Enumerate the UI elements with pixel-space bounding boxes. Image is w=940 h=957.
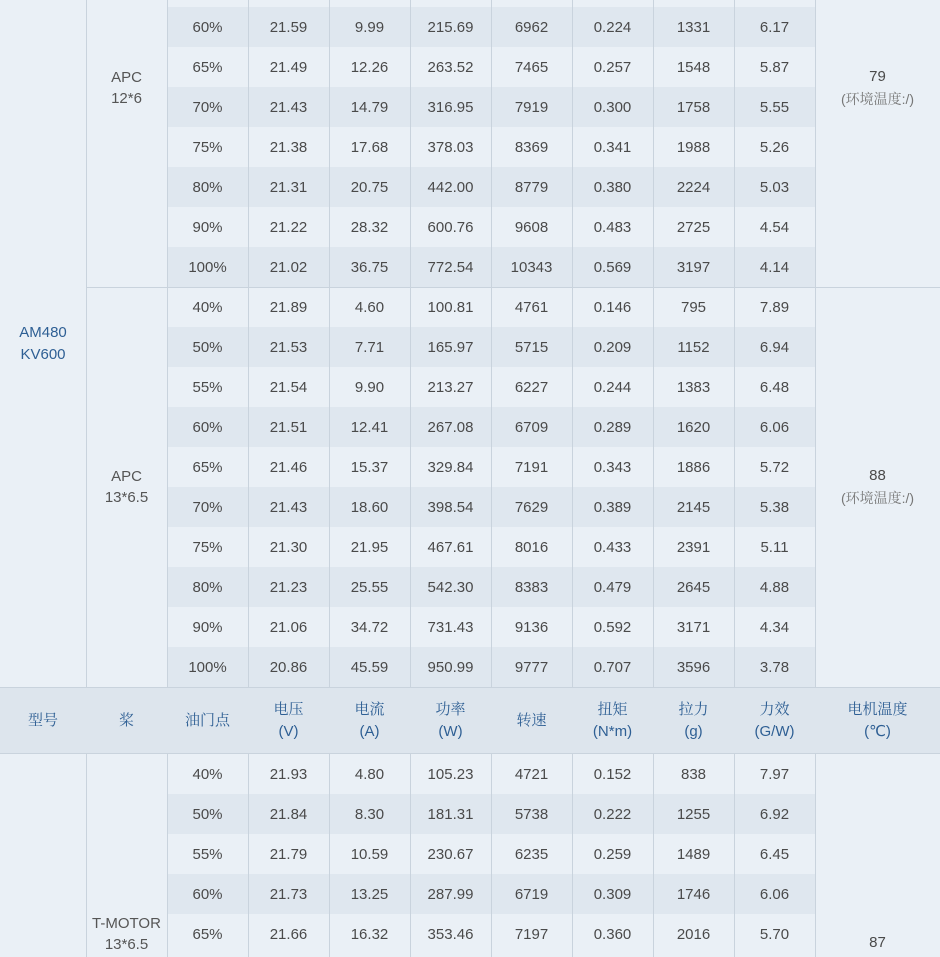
current-cell: 45.59 — [350, 658, 389, 676]
thrust-cell: 2391 — [676, 538, 711, 556]
thrust-cell: 1746 — [676, 885, 711, 903]
thrust-cell: 1255 — [676, 805, 711, 823]
efficiency-cell: 4.14 — [759, 258, 790, 276]
grid-line — [734, 0, 735, 687]
throttle-cell: 65% — [192, 58, 223, 76]
header-power-unit: (W) — [438, 722, 463, 740]
speed-cell: 4721 — [514, 765, 549, 783]
current-cell: 21.95 — [350, 538, 389, 556]
grid-line — [86, 287, 940, 288]
power-cell: 353.46 — [427, 925, 474, 943]
header-voltage-label: 电压 — [273, 700, 304, 718]
power-cell: 467.61 — [427, 538, 474, 556]
header-throttle-label: 油门点 — [184, 711, 230, 729]
efficiency-cell: 6.06 — [759, 885, 790, 903]
speed-cell: 4761 — [514, 298, 549, 316]
prop-cell-apc-13x6.5 — [86, 287, 167, 687]
header-model-label: 型号 — [27, 711, 58, 729]
torque-cell: 0.244 — [593, 378, 632, 396]
current-cell: 36.75 — [350, 258, 389, 276]
efficiency-cell: 4.54 — [759, 218, 790, 236]
thrust-cell: 2016 — [676, 925, 711, 943]
prop-size: 13*6.5 — [104, 936, 149, 953]
current-cell: 28.32 — [350, 218, 389, 236]
current-cell: 7.71 — [354, 338, 385, 356]
power-cell: 950.99 — [427, 658, 474, 676]
torque-cell: 0.483 — [593, 218, 632, 236]
voltage-cell: 21.51 — [269, 418, 308, 436]
grid-line — [248, 0, 249, 687]
power-cell: 215.69 — [427, 18, 474, 36]
current-cell: 20.75 — [350, 178, 389, 196]
efficiency-cell: 6.06 — [759, 418, 790, 436]
voltage-cell: 21.89 — [269, 298, 308, 316]
current-cell: 4.80 — [354, 765, 385, 783]
speed-cell: 10343 — [510, 258, 553, 276]
throttle-cell: 50% — [192, 338, 223, 356]
current-cell: 12.41 — [350, 418, 389, 436]
throttle-cell: 65% — [192, 458, 223, 476]
throttle-cell: 50% — [192, 805, 223, 823]
throttle-cell: 75% — [192, 138, 223, 156]
grid-line — [491, 0, 492, 687]
grid-line — [248, 754, 249, 957]
efficiency-cell: 6.17 — [759, 18, 790, 36]
grid-line — [86, 754, 87, 957]
throttle-cell: 80% — [192, 178, 223, 196]
power-cell: 772.54 — [427, 258, 474, 276]
voltage-cell: 20.86 — [269, 658, 308, 676]
voltage-cell: 21.53 — [269, 338, 308, 356]
current-cell: 8.30 — [354, 805, 385, 823]
thrust-cell: 795 — [680, 298, 707, 316]
voltage-cell: 21.54 — [269, 378, 308, 396]
voltage-cell: 21.31 — [269, 178, 308, 196]
power-cell: 105.23 — [427, 765, 474, 783]
motor-temp-value: 87 — [869, 934, 886, 951]
voltage-cell: 21.38 — [269, 138, 308, 156]
power-cell: 287.99 — [427, 885, 474, 903]
voltage-cell: 21.59 — [269, 18, 308, 36]
speed-cell: 7465 — [514, 58, 549, 76]
prop-brand: APC — [111, 468, 142, 485]
voltage-cell: 21.73 — [269, 885, 308, 903]
efficiency-cell: 5.55 — [759, 98, 790, 116]
header-motor-temp-unit: (℃) — [864, 722, 891, 740]
thrust-cell: 2224 — [676, 178, 711, 196]
table-header-row — [0, 687, 940, 754]
power-cell: 263.52 — [427, 58, 474, 76]
thrust-cell: 1383 — [676, 378, 711, 396]
header-motor-temp — [815, 688, 940, 753]
ambient-temp-note: (环境温度:/) — [840, 90, 915, 107]
thrust-cell: 1886 — [676, 458, 711, 476]
model-kv: KV600 — [20, 345, 66, 363]
thrust-cell: 1548 — [676, 58, 711, 76]
torque-cell: 0.309 — [593, 885, 632, 903]
header-efficiency — [734, 688, 815, 753]
thrust-cell: 1988 — [676, 138, 711, 156]
torque-cell: 0.146 — [593, 298, 632, 316]
header-torque-label: 扭矩 — [597, 700, 628, 718]
torque-cell: 0.389 — [593, 498, 632, 516]
speed-cell: 9608 — [514, 218, 549, 236]
header-speed — [491, 688, 572, 753]
voltage-cell: 21.43 — [269, 498, 308, 516]
voltage-cell: 21.93 — [269, 765, 308, 783]
grid-line — [572, 0, 573, 687]
grid-line — [167, 754, 168, 957]
header-torque-unit: (N*m) — [592, 722, 633, 740]
header-current-label: 电流 — [354, 700, 385, 718]
thrust-cell: 1620 — [676, 418, 711, 436]
efficiency-cell: 5.87 — [759, 58, 790, 76]
prop-brand: T-MOTOR — [92, 915, 161, 932]
grid-line — [329, 0, 330, 687]
power-cell: 600.76 — [427, 218, 474, 236]
prop-size: 12*6 — [111, 89, 142, 107]
thrust-cell: 3171 — [676, 618, 711, 636]
torque-cell: 0.380 — [593, 178, 632, 196]
torque-cell: 0.222 — [593, 805, 632, 823]
grid-line — [734, 754, 735, 957]
speed-cell: 7629 — [514, 498, 549, 516]
thrust-cell: 1331 — [676, 18, 711, 36]
power-cell: 165.97 — [427, 338, 474, 356]
power-cell: 181.31 — [427, 805, 474, 823]
header-efficiency-label: 力效 — [759, 700, 790, 718]
voltage-cell: 21.49 — [269, 58, 308, 76]
header-prop — [86, 688, 167, 753]
prop-cell-apc-12x6 — [86, 0, 167, 175]
torque-cell: 0.289 — [593, 418, 632, 436]
torque-cell: 0.707 — [593, 658, 632, 676]
speed-cell: 7197 — [514, 925, 549, 943]
torque-cell: 0.433 — [593, 538, 632, 556]
torque-cell: 0.592 — [593, 618, 632, 636]
efficiency-cell: 7.89 — [759, 298, 790, 316]
motor-temp-value: 88 — [869, 467, 886, 484]
header-current — [329, 688, 410, 753]
efficiency-cell: 6.48 — [759, 378, 790, 396]
current-cell: 25.55 — [350, 578, 389, 596]
efficiency-cell: 5.11 — [760, 538, 789, 556]
torque-cell: 0.152 — [593, 765, 632, 783]
thrust-cell: 2725 — [676, 218, 711, 236]
throttle-cell: 70% — [192, 498, 223, 516]
speed-cell: 8779 — [514, 178, 549, 196]
power-cell: 378.03 — [427, 138, 474, 156]
throttle-cell: 60% — [192, 418, 223, 436]
header-torque — [572, 688, 653, 753]
prop-size: 13*6.5 — [104, 489, 149, 506]
voltage-cell: 21.06 — [269, 618, 308, 636]
current-cell: 12.26 — [350, 58, 389, 76]
current-cell: 9.90 — [354, 378, 385, 396]
thrust-cell: 3197 — [676, 258, 711, 276]
voltage-cell: 21.79 — [269, 845, 308, 863]
thrust-cell: 3596 — [676, 658, 711, 676]
current-cell: 15.37 — [350, 458, 389, 476]
thrust-cell: 1758 — [676, 98, 711, 116]
throttle-cell: 60% — [192, 18, 223, 36]
thrust-cell: 1489 — [676, 845, 711, 863]
current-cell: 18.60 — [350, 498, 389, 516]
header-efficiency-unit: (G/W) — [754, 722, 795, 740]
power-cell: 267.08 — [427, 418, 474, 436]
grid-line — [491, 754, 492, 957]
header-voltage-unit: (V) — [278, 722, 299, 740]
efficiency-cell: 6.94 — [759, 338, 790, 356]
model-name: AM480 — [19, 323, 67, 341]
torque-cell: 0.360 — [593, 925, 632, 943]
power-cell: 100.81 — [427, 298, 474, 316]
speed-cell: 8016 — [514, 538, 549, 556]
throttle-cell: 55% — [192, 378, 223, 396]
grid-line — [653, 0, 654, 687]
header-power — [410, 688, 491, 753]
thrust-cell: 1152 — [677, 338, 710, 356]
power-cell: 329.84 — [427, 458, 474, 476]
header-voltage — [248, 688, 329, 753]
current-cell: 17.68 — [350, 138, 389, 156]
power-cell: 213.27 — [427, 378, 474, 396]
voltage-cell: 21.30 — [269, 538, 308, 556]
efficiency-cell: 5.03 — [759, 178, 790, 196]
efficiency-cell: 3.78 — [759, 658, 790, 676]
throttle-cell: 70% — [192, 98, 223, 116]
power-cell: 316.95 — [427, 98, 474, 116]
grid-line — [572, 754, 573, 957]
voltage-cell: 21.23 — [269, 578, 308, 596]
thrust-cell: 2645 — [676, 578, 711, 596]
throttle-cell: 55% — [192, 845, 223, 863]
header-model — [0, 688, 86, 753]
motor-temp-value: 79 — [869, 67, 886, 85]
torque-cell: 0.257 — [593, 58, 632, 76]
header-throttle — [167, 688, 248, 753]
speed-cell: 8383 — [514, 578, 549, 596]
voltage-cell: 21.46 — [269, 458, 308, 476]
throttle-cell: 100% — [188, 258, 227, 276]
header-speed-label: 转速 — [516, 711, 547, 729]
torque-cell: 0.341 — [593, 138, 632, 156]
power-cell: 731.43 — [427, 618, 474, 636]
speed-cell: 5738 — [514, 805, 549, 823]
power-cell: 542.30 — [427, 578, 474, 596]
grid-line — [86, 0, 87, 687]
motor-temp-cell-3 — [815, 754, 940, 957]
current-cell: 14.79 — [350, 98, 389, 116]
voltage-cell: 21.66 — [269, 925, 308, 943]
throttle-cell: 100% — [188, 658, 227, 676]
efficiency-cell: 6.45 — [759, 845, 790, 863]
current-cell: 16.32 — [350, 925, 389, 943]
throttle-cell: 90% — [192, 218, 223, 236]
power-cell: 398.54 — [427, 498, 474, 516]
throttle-cell: 40% — [192, 765, 223, 783]
grid-line — [410, 754, 411, 957]
grid-line — [329, 754, 330, 957]
torque-cell: 0.209 — [593, 338, 632, 356]
voltage-cell: 21.22 — [269, 218, 308, 236]
current-cell: 4.60 — [354, 298, 385, 316]
speed-cell: 6962 — [514, 18, 549, 36]
speed-cell: 9136 — [514, 618, 549, 636]
grid-line — [167, 0, 168, 687]
header-current-unit: (A) — [359, 722, 380, 740]
throttle-cell: 80% — [192, 578, 223, 596]
speed-cell: 7919 — [514, 98, 549, 116]
prop-brand: APC — [111, 68, 142, 86]
torque-cell: 0.569 — [593, 258, 632, 276]
torque-cell: 0.343 — [593, 458, 632, 476]
speed-cell: 6235 — [514, 845, 549, 863]
efficiency-cell: 7.97 — [759, 765, 790, 783]
current-cell: 10.59 — [350, 845, 389, 863]
motor-temp-cell-2 — [815, 287, 940, 687]
torque-cell: 0.479 — [593, 578, 632, 596]
efficiency-cell: 4.88 — [759, 578, 790, 596]
throttle-cell: 75% — [192, 538, 223, 556]
header-power-label: 功率 — [435, 700, 466, 718]
throttle-cell: 65% — [192, 925, 223, 943]
header-thrust-unit: (g) — [684, 722, 703, 740]
grid-line — [815, 754, 816, 957]
model-cell — [0, 0, 86, 687]
current-cell: 9.99 — [354, 18, 385, 36]
prop-cell-tmotor-13x6.5 — [86, 754, 167, 957]
speed-cell: 5715 — [514, 338, 549, 356]
efficiency-cell: 5.38 — [759, 498, 790, 516]
header-prop-label: 桨 — [118, 711, 134, 729]
current-cell: 34.72 — [350, 618, 389, 636]
header-thrust — [653, 688, 734, 753]
throttle-cell: 90% — [192, 618, 223, 636]
throttle-cell: 40% — [192, 298, 223, 316]
speed-cell: 6709 — [514, 418, 549, 436]
efficiency-cell: 6.92 — [759, 805, 790, 823]
efficiency-cell: 4.34 — [759, 618, 790, 636]
thrust-cell: 2145 — [676, 498, 711, 516]
torque-cell: 0.224 — [593, 18, 632, 36]
voltage-cell: 21.43 — [269, 98, 308, 116]
header-motor-temp-label: 电机温度 — [847, 700, 908, 718]
speed-cell: 8369 — [514, 138, 549, 156]
efficiency-cell: 5.72 — [759, 458, 790, 476]
throttle-cell: 60% — [192, 885, 223, 903]
power-cell: 442.00 — [427, 178, 474, 196]
ambient-temp-note: (环境温度:/) — [840, 490, 915, 506]
efficiency-cell: 5.26 — [759, 138, 790, 156]
power-cell: 230.67 — [427, 845, 474, 863]
speed-cell: 6227 — [514, 378, 549, 396]
torque-cell: 0.300 — [593, 98, 632, 116]
grid-line — [653, 754, 654, 957]
header-thrust-label: 拉力 — [678, 700, 709, 718]
speed-cell: 6719 — [514, 885, 549, 903]
motor-temp-cell-1 — [815, 0, 940, 175]
grid-line — [815, 0, 816, 687]
current-cell: 13.25 — [350, 885, 389, 903]
efficiency-cell: 5.70 — [759, 925, 790, 943]
speed-cell: 7191 — [514, 458, 549, 476]
voltage-cell: 21.02 — [269, 258, 308, 276]
torque-cell: 0.259 — [593, 845, 632, 863]
voltage-cell: 21.84 — [269, 805, 308, 823]
speed-cell: 9777 — [514, 658, 549, 676]
grid-line — [410, 0, 411, 687]
thrust-cell: 838 — [680, 765, 707, 783]
